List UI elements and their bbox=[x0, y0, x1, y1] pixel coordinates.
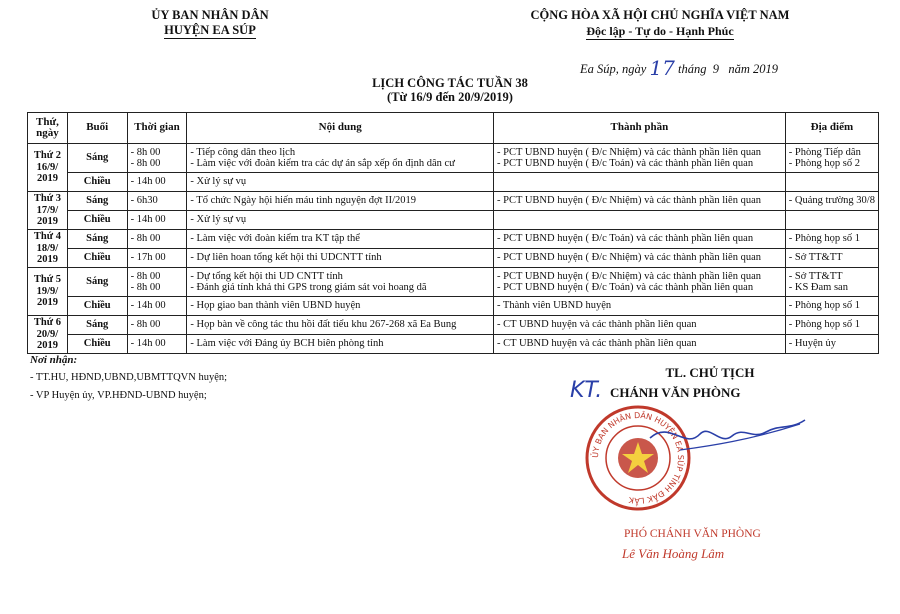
location-cell-line: - Huyện ủy bbox=[788, 338, 837, 350]
seal-text: ỦY BAN NHÂN DÂN HUYỆN EA SÚP TỈNH ĐẮK LẮK bbox=[590, 410, 686, 506]
day-cell: Thứ 6 20/9/ 2019 bbox=[28, 316, 68, 354]
time-cell bbox=[127, 335, 187, 354]
national-title: CỘNG HÒA XÃ HỘI CHỦ NGHĨA VIỆT NAM bbox=[530, 8, 790, 22]
time-cell bbox=[127, 211, 187, 230]
time-cell bbox=[127, 249, 187, 268]
signer-position: PHÓ CHÁNH VĂN PHÒNG bbox=[624, 528, 761, 540]
participants-cell bbox=[494, 249, 786, 268]
table-row bbox=[28, 268, 879, 297]
day-cell: Thứ 4 18/9/ 2019 bbox=[28, 230, 68, 268]
session-cell: Chiều bbox=[67, 297, 127, 316]
issuer-line2: HUYỆN EA SÚP bbox=[164, 23, 256, 37]
location-cell-line: - Phòng họp số 2 bbox=[788, 158, 860, 169]
participants-cell-line: - PCT UBND huyện ( Đ/c Nhiệm) và các thành phần liên quan bbox=[497, 270, 761, 282]
content-cell-line: - Dự liên hoan tổng kết hội thi UDCNTT tỉnh bbox=[190, 252, 382, 264]
location-cell-line: - Sở TT&TT bbox=[788, 252, 843, 264]
national-header bbox=[480, 8, 840, 40]
participants-cell bbox=[494, 316, 786, 335]
day-cell: Thứ 2 16/9/ 2019 bbox=[28, 144, 68, 192]
content-cell bbox=[187, 144, 494, 173]
date-month-label: tháng bbox=[678, 62, 707, 76]
location-cell bbox=[785, 230, 878, 249]
content-cell-line: - Xử lý sự vụ bbox=[190, 176, 247, 188]
time-cell-line: - 8h 00 bbox=[130, 319, 161, 331]
table-row bbox=[28, 144, 879, 173]
time-cell-line: - 8h 00 bbox=[130, 158, 161, 169]
location-cell-line: - Phòng họp số 1 bbox=[788, 233, 860, 245]
content-cell bbox=[187, 211, 494, 230]
participants-cell-line: - PCT UBND huyện ( Đ/c Toản) và các thành phần liên quan bbox=[497, 282, 754, 293]
table-row bbox=[28, 173, 879, 192]
signature-subtitle: CHÁNH VĂN PHÒNG bbox=[610, 385, 741, 400]
date-line bbox=[580, 54, 778, 78]
title-line2: (Từ 16/9 đến 20/9/2019) bbox=[387, 90, 513, 104]
content-cell bbox=[187, 297, 494, 316]
date-month: 9 bbox=[712, 62, 719, 76]
table-row bbox=[28, 192, 879, 211]
location-cell bbox=[785, 335, 878, 354]
date-prefix: Ea Súp, ngày bbox=[580, 62, 647, 76]
handwritten-signature-icon bbox=[640, 410, 810, 470]
time-cell-line: - 8h 00 bbox=[130, 282, 161, 293]
location-cell bbox=[785, 211, 878, 230]
participants-cell bbox=[494, 173, 786, 192]
participants-cell-line: - Thành viên UBND huyện bbox=[497, 300, 612, 312]
time-cell bbox=[127, 230, 187, 249]
schedule-table bbox=[27, 112, 879, 354]
header-day: Thứ, ngày bbox=[28, 113, 68, 144]
content-cell bbox=[187, 268, 494, 297]
participants-cell-line: - PCT UBND huyện ( Đ/c Nhiệm) và các thành phần liên quan bbox=[497, 252, 761, 264]
participants-cell-line: - PCT UBND huyện ( Đ/c Nhiệm) và các thành phần liên quan bbox=[497, 195, 761, 207]
participants-cell bbox=[494, 144, 786, 173]
location-cell-line: - Quảng trường 30/8 bbox=[788, 195, 875, 207]
date-year-label: năm bbox=[728, 62, 750, 76]
header-content: Nội dung bbox=[187, 113, 494, 144]
time-cell bbox=[127, 268, 187, 297]
time-cell bbox=[127, 192, 187, 211]
table-row bbox=[28, 335, 879, 354]
date-year: 2019 bbox=[753, 62, 779, 76]
day-cell: Thứ 3 17/9/ 2019 bbox=[28, 192, 68, 230]
content-cell-line: - Họp bàn về công tác thu hồi đất tiểu khu 267-268 xã Ea Bung bbox=[190, 319, 457, 331]
session-cell: Chiều bbox=[67, 211, 127, 230]
header-participants: Thành phần bbox=[494, 113, 786, 144]
time-cell-line: - 14h 00 bbox=[130, 300, 166, 312]
issuer-header bbox=[110, 8, 310, 39]
day-cell: Thứ 5 19/9/ 2019 bbox=[28, 268, 68, 316]
time-cell-line: - 14h 00 bbox=[130, 176, 166, 188]
time-cell-line: - 6h30 bbox=[130, 195, 158, 207]
title-line1: LỊCH CÔNG TÁC TUẦN 38 bbox=[372, 76, 528, 90]
table-row bbox=[28, 230, 879, 249]
recipient-line: - VP Huyện ủy, VP.HĐND-UBND huyện; bbox=[30, 390, 207, 401]
content-cell-line: - Làm việc với đoàn kiểm tra các dự án sắp xếp ổn định dân cư bbox=[190, 158, 455, 169]
location-cell bbox=[785, 144, 878, 173]
session-cell: Sáng bbox=[67, 192, 127, 211]
issuer-line1: ỦY BAN NHÂN DÂN bbox=[151, 8, 269, 22]
location-cell-line: - KS Đam san bbox=[788, 282, 848, 293]
document-title bbox=[300, 76, 600, 104]
time-cell-line: - 8h 00 bbox=[130, 233, 161, 245]
location-cell bbox=[785, 316, 878, 335]
participants-cell-line: - PCT UBND huyện ( Đ/c Nhiệm) và các thành phần liên quan bbox=[497, 146, 761, 158]
location-cell-line: - Sở TT&TT bbox=[788, 270, 843, 282]
time-cell-line: - 8h 00 bbox=[130, 270, 161, 282]
location-cell bbox=[785, 268, 878, 297]
content-cell-line: - Làm việc với Đảng ủy BCH biên phòng tỉnh bbox=[190, 338, 384, 350]
time-cell bbox=[127, 316, 187, 335]
content-cell-line: - Xử lý sự vụ bbox=[190, 214, 247, 226]
location-cell bbox=[785, 297, 878, 316]
participants-cell-line: - CT UBND huyện và các thành phần liên quan bbox=[497, 338, 697, 350]
time-cell-line: - 17h 00 bbox=[130, 252, 166, 264]
location-cell bbox=[785, 192, 878, 211]
location-cell-line: - Phòng họp số 1 bbox=[788, 300, 860, 312]
participants-cell bbox=[494, 230, 786, 249]
session-cell: Sáng bbox=[67, 316, 127, 335]
table-row bbox=[28, 249, 879, 268]
session-cell: Chiều bbox=[67, 335, 127, 354]
location-cell bbox=[785, 249, 878, 268]
recipients-title: Nơi nhận: bbox=[30, 354, 78, 366]
content-cell bbox=[187, 249, 494, 268]
participants-cell bbox=[494, 192, 786, 211]
participants-cell-line: - PCT UBND huyện ( Đ/c Toản) và các thành phần liên quan bbox=[497, 233, 754, 245]
location-cell bbox=[785, 173, 878, 192]
content-cell-line: - Dự tổng kết hội thi UD CNTT tỉnh bbox=[190, 270, 343, 282]
participants-cell bbox=[494, 297, 786, 316]
location-cell-line: - Phòng Tiếp dân bbox=[788, 146, 861, 158]
header-time: Thời gian bbox=[127, 113, 187, 144]
content-cell bbox=[187, 192, 494, 211]
session-cell: Chiều bbox=[67, 249, 127, 268]
participants-cell-line: - CT UBND huyện và các thành phần liên quan bbox=[497, 319, 697, 331]
content-cell bbox=[187, 230, 494, 249]
table-row bbox=[28, 211, 879, 230]
time-cell bbox=[127, 144, 187, 173]
content-cell bbox=[187, 173, 494, 192]
content-cell bbox=[187, 335, 494, 354]
national-motto: Độc lập - Tự do - Hạnh Phúc bbox=[586, 24, 734, 38]
content-cell-line: - Làm việc với đoàn kiểm tra KT tập thể bbox=[190, 233, 360, 245]
participants-cell bbox=[494, 335, 786, 354]
participants-cell bbox=[494, 268, 786, 297]
time-cell bbox=[127, 297, 187, 316]
header-location: Địa điểm bbox=[785, 113, 878, 144]
session-cell: Chiều bbox=[67, 173, 127, 192]
session-cell: Sáng bbox=[67, 268, 127, 297]
recipient-line: - TT.HU, HĐND,UBND,UBMTTQVN huyện; bbox=[30, 372, 228, 383]
participants-cell-line: - PCT UBND huyện ( Đ/c Toản) và các thành phần liên quan bbox=[497, 158, 754, 169]
content-cell-line: - Họp giao ban thành viên UBND huyện bbox=[190, 300, 361, 312]
time-cell bbox=[127, 173, 187, 192]
content-cell bbox=[187, 316, 494, 335]
participants-cell bbox=[494, 211, 786, 230]
table-header-row bbox=[28, 113, 879, 144]
time-cell-line: - 14h 00 bbox=[130, 338, 166, 350]
date-day: 17 bbox=[649, 56, 675, 80]
signer-name: Lê Văn Hoàng Lâm bbox=[622, 546, 725, 561]
location-cell-line: - Phòng họp số 1 bbox=[788, 319, 860, 331]
content-cell-line: - Đánh giá tính khả thi GPS trong giám sát voi hoang dã bbox=[190, 282, 427, 293]
signature-title: TL. CHỦ TỊCH bbox=[665, 365, 755, 380]
time-cell-line: - 14h 00 bbox=[130, 214, 166, 226]
session-cell: Sáng bbox=[67, 144, 127, 173]
table-row bbox=[28, 297, 879, 316]
content-cell-line: - Tổ chức Ngày hội hiến máu tình nguyện đợt II/2019 bbox=[190, 195, 417, 207]
table-row bbox=[28, 316, 879, 335]
header-session: Buổi bbox=[67, 113, 127, 144]
session-cell: Sáng bbox=[67, 230, 127, 249]
signature-kt: KT. bbox=[570, 378, 603, 403]
content-cell-line: - Tiếp công dân theo lịch bbox=[190, 146, 296, 158]
time-cell-line: - 8h 00 bbox=[130, 146, 161, 158]
